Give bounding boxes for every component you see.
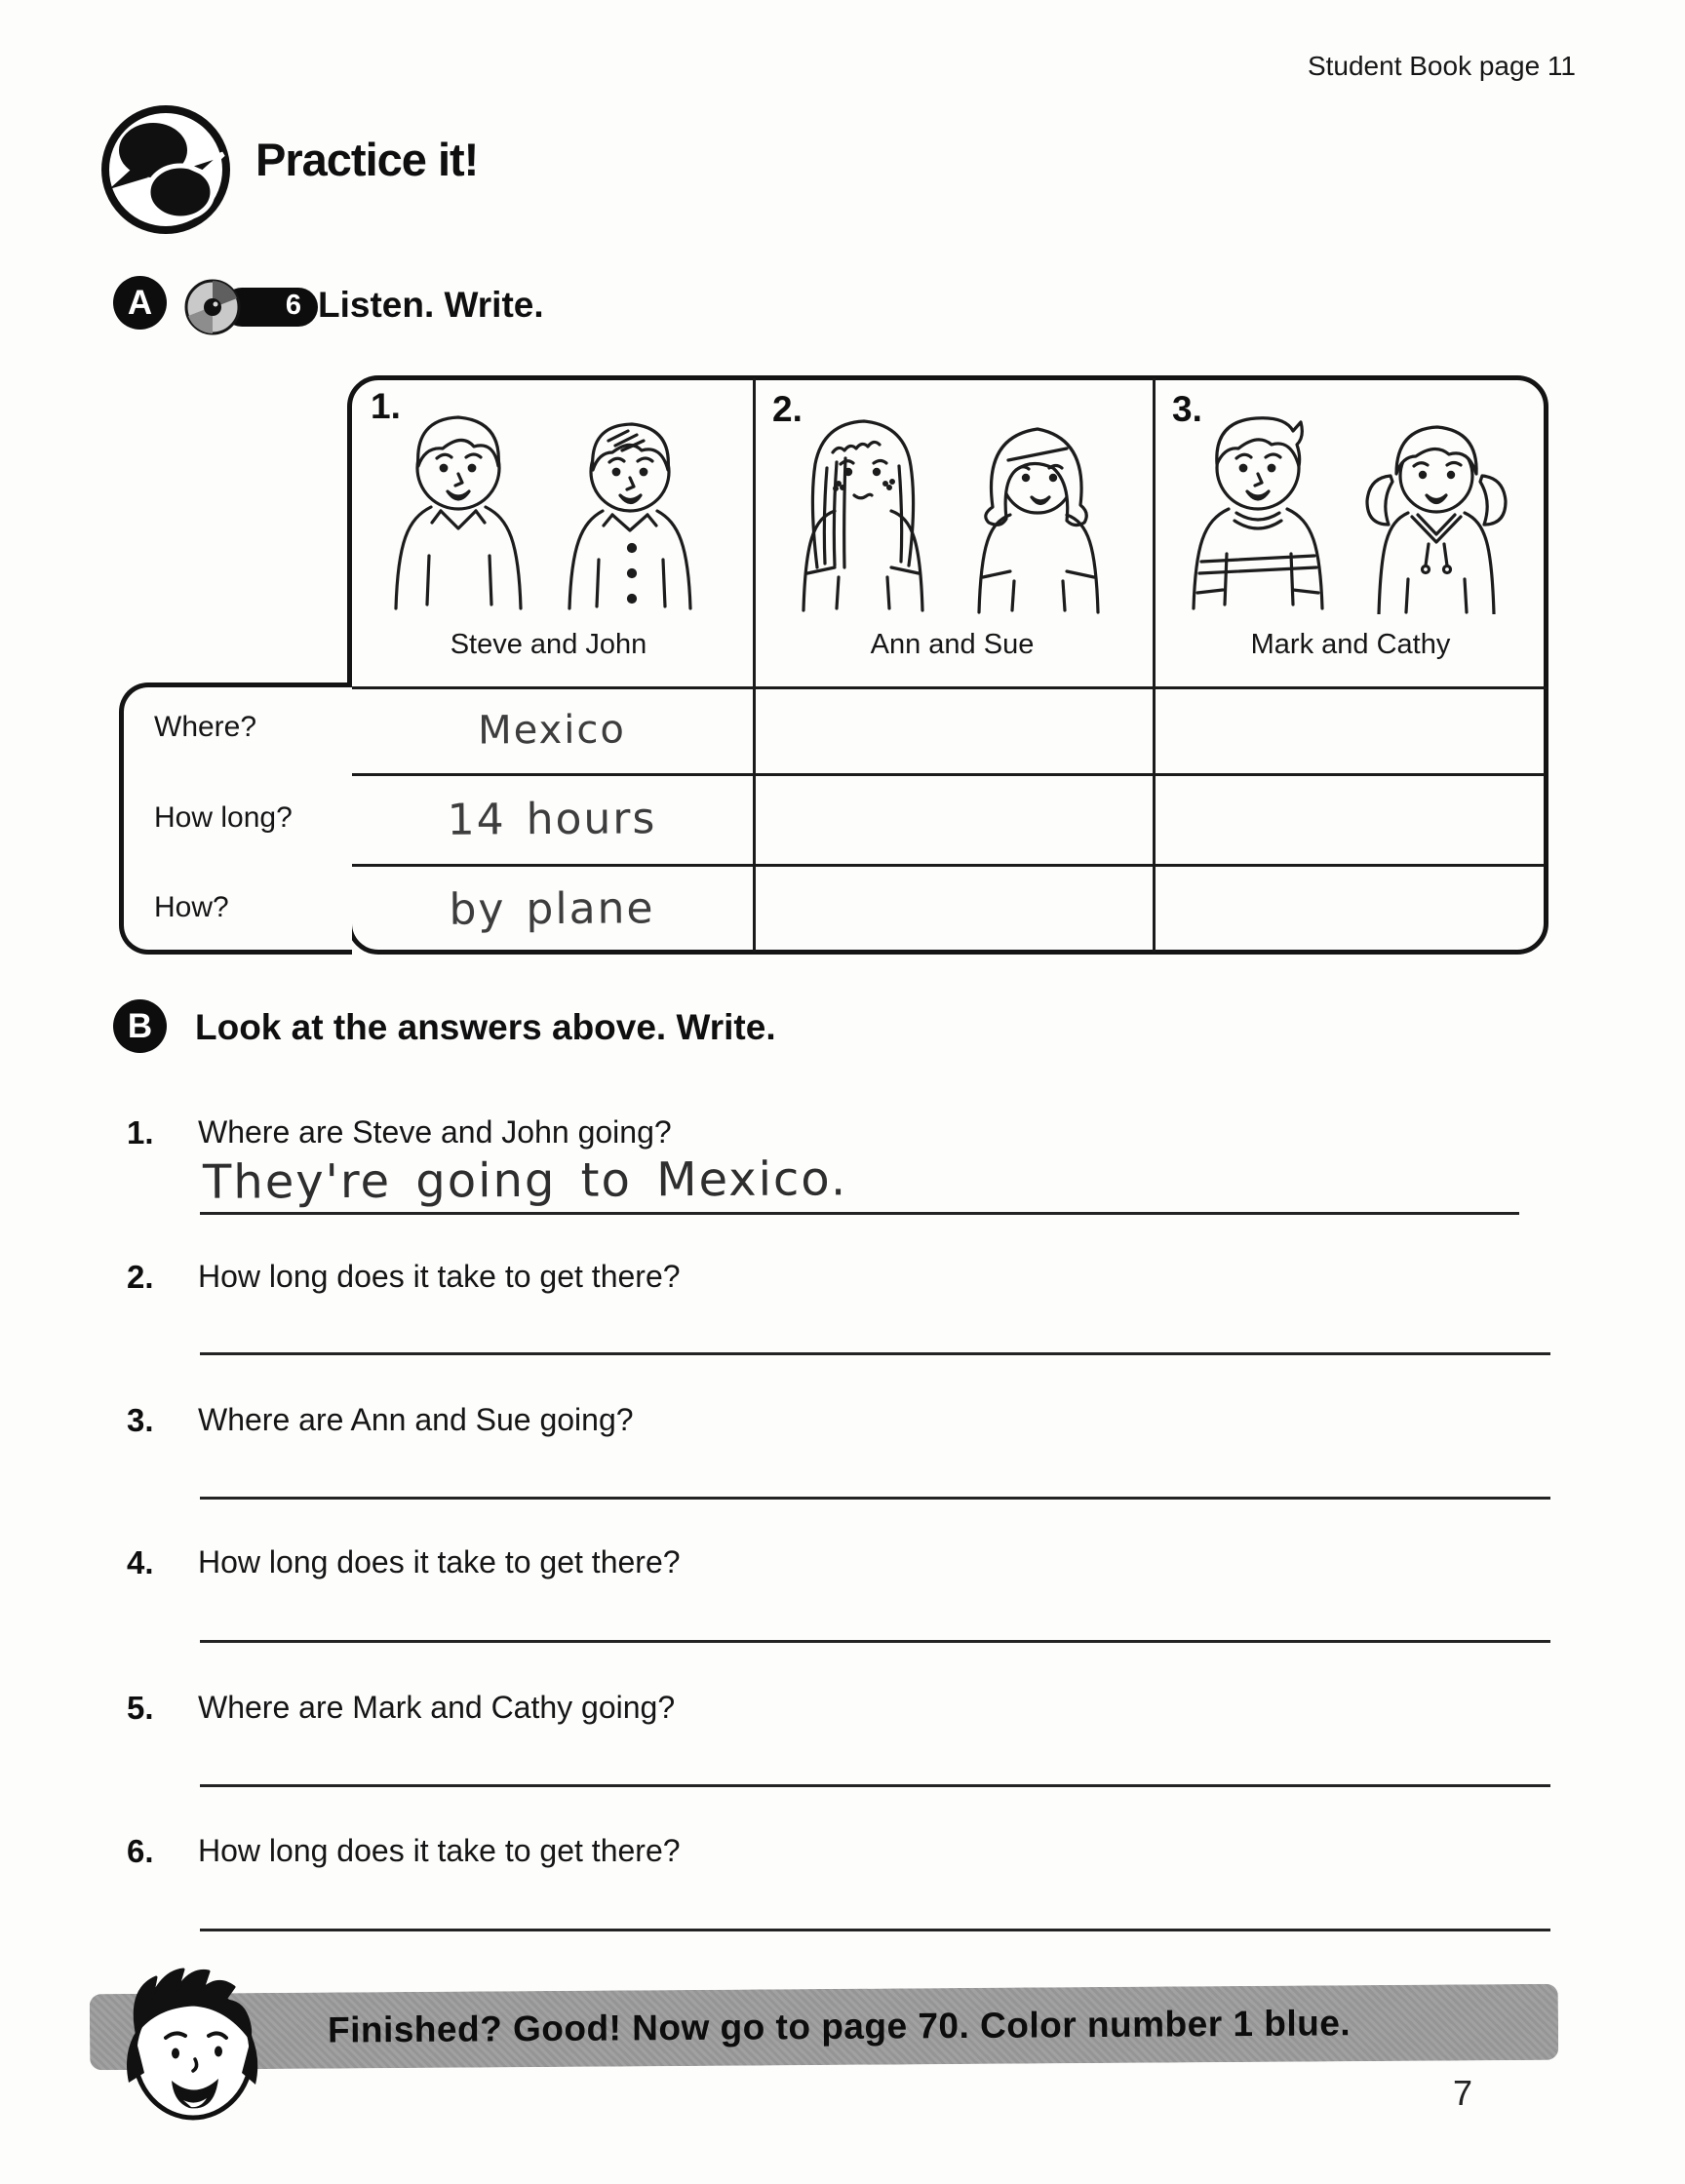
section-a-instruction: Listen. Write. <box>318 285 544 325</box>
row-label-where: Where? <box>154 711 257 743</box>
page-title: Practice it! <box>255 134 479 185</box>
section-b-badge: B <box>113 999 167 1053</box>
illustration-ann-and-sue <box>784 410 1125 616</box>
cd-track-icon <box>183 279 322 335</box>
kid-face-icon <box>99 1956 287 2137</box>
answer-cell-how-steve-john: by plane <box>449 882 655 935</box>
illustration-mark-and-cathy <box>1182 408 1523 614</box>
answer-line-2[interactable] <box>200 1352 1550 1355</box>
student-book-reference: Student Book page 11 <box>1307 51 1576 81</box>
answer-cell-where-steve-john: Mexico <box>477 707 626 754</box>
question-6-number: 6. <box>127 1833 154 1869</box>
question-1-text: Where are Steve and John going? <box>198 1114 672 1150</box>
question-5-text: Where are Mark and Cathy going? <box>198 1690 676 1725</box>
answer-cell-where-ann-sue[interactable] <box>757 689 1151 772</box>
finish-banner <box>90 1984 1559 2071</box>
row-label-how: How? <box>154 891 229 923</box>
answer-line-1[interactable] <box>200 1212 1519 1215</box>
column-number-1: 1. <box>371 386 401 426</box>
answer-cell-how-ann-sue[interactable] <box>757 867 1151 952</box>
caption-steve-and-john: Steve and John <box>450 629 647 660</box>
question-1-number: 1. <box>127 1114 154 1150</box>
column-number-2: 2. <box>772 389 803 429</box>
answer-cell-how-mark-cathy[interactable] <box>1156 867 1546 952</box>
row-label-how-long: How long? <box>154 801 293 834</box>
finish-banner-text: Finished? Good! Now go to page 70. Color number 1 blue. <box>327 2003 1352 2050</box>
handwritten-answer-1: They're going to Mexico. <box>202 1151 848 1210</box>
speech-bubbles-logo-icon <box>98 101 234 238</box>
question-2-number: 2. <box>127 1259 154 1295</box>
section-a-badge: A <box>113 276 167 330</box>
answer-line-3[interactable] <box>200 1497 1550 1500</box>
page-number: 7 <box>1453 2073 1473 2113</box>
question-3-number: 3. <box>127 1402 154 1438</box>
answer-line-6[interactable] <box>200 1929 1550 1931</box>
column-number-3: 3. <box>1172 389 1202 429</box>
question-4-text: How long does it take to get there? <box>198 1544 681 1580</box>
answer-line-5[interactable] <box>200 1784 1550 1787</box>
section-b-instruction: Look at the answers above. Write. <box>195 1007 776 1047</box>
caption-mark-and-cathy: Mark and Cathy <box>1250 629 1451 660</box>
answer-cell-how-long-mark-cathy[interactable] <box>1156 777 1546 862</box>
answer-cell-how-long-ann-sue[interactable] <box>757 777 1151 862</box>
question-2-text: How long does it take to get there? <box>198 1259 681 1294</box>
table-gridline-names <box>351 686 1547 689</box>
caption-ann-and-sue: Ann and Sue <box>870 629 1035 660</box>
answer-cell-how-long-steve-john: 14 hours <box>447 793 657 845</box>
question-6-text: How long does it take to get there? <box>198 1833 681 1868</box>
illustration-steve-and-john <box>382 408 724 614</box>
question-4-number: 4. <box>127 1544 154 1580</box>
answer-cell-where-mark-cathy[interactable] <box>1156 689 1546 772</box>
cd-track-number: 6 <box>285 290 302 321</box>
question-5-number: 5. <box>127 1690 154 1726</box>
question-3-text: Where are Ann and Sue going? <box>198 1402 634 1437</box>
answer-line-4[interactable] <box>200 1640 1550 1643</box>
